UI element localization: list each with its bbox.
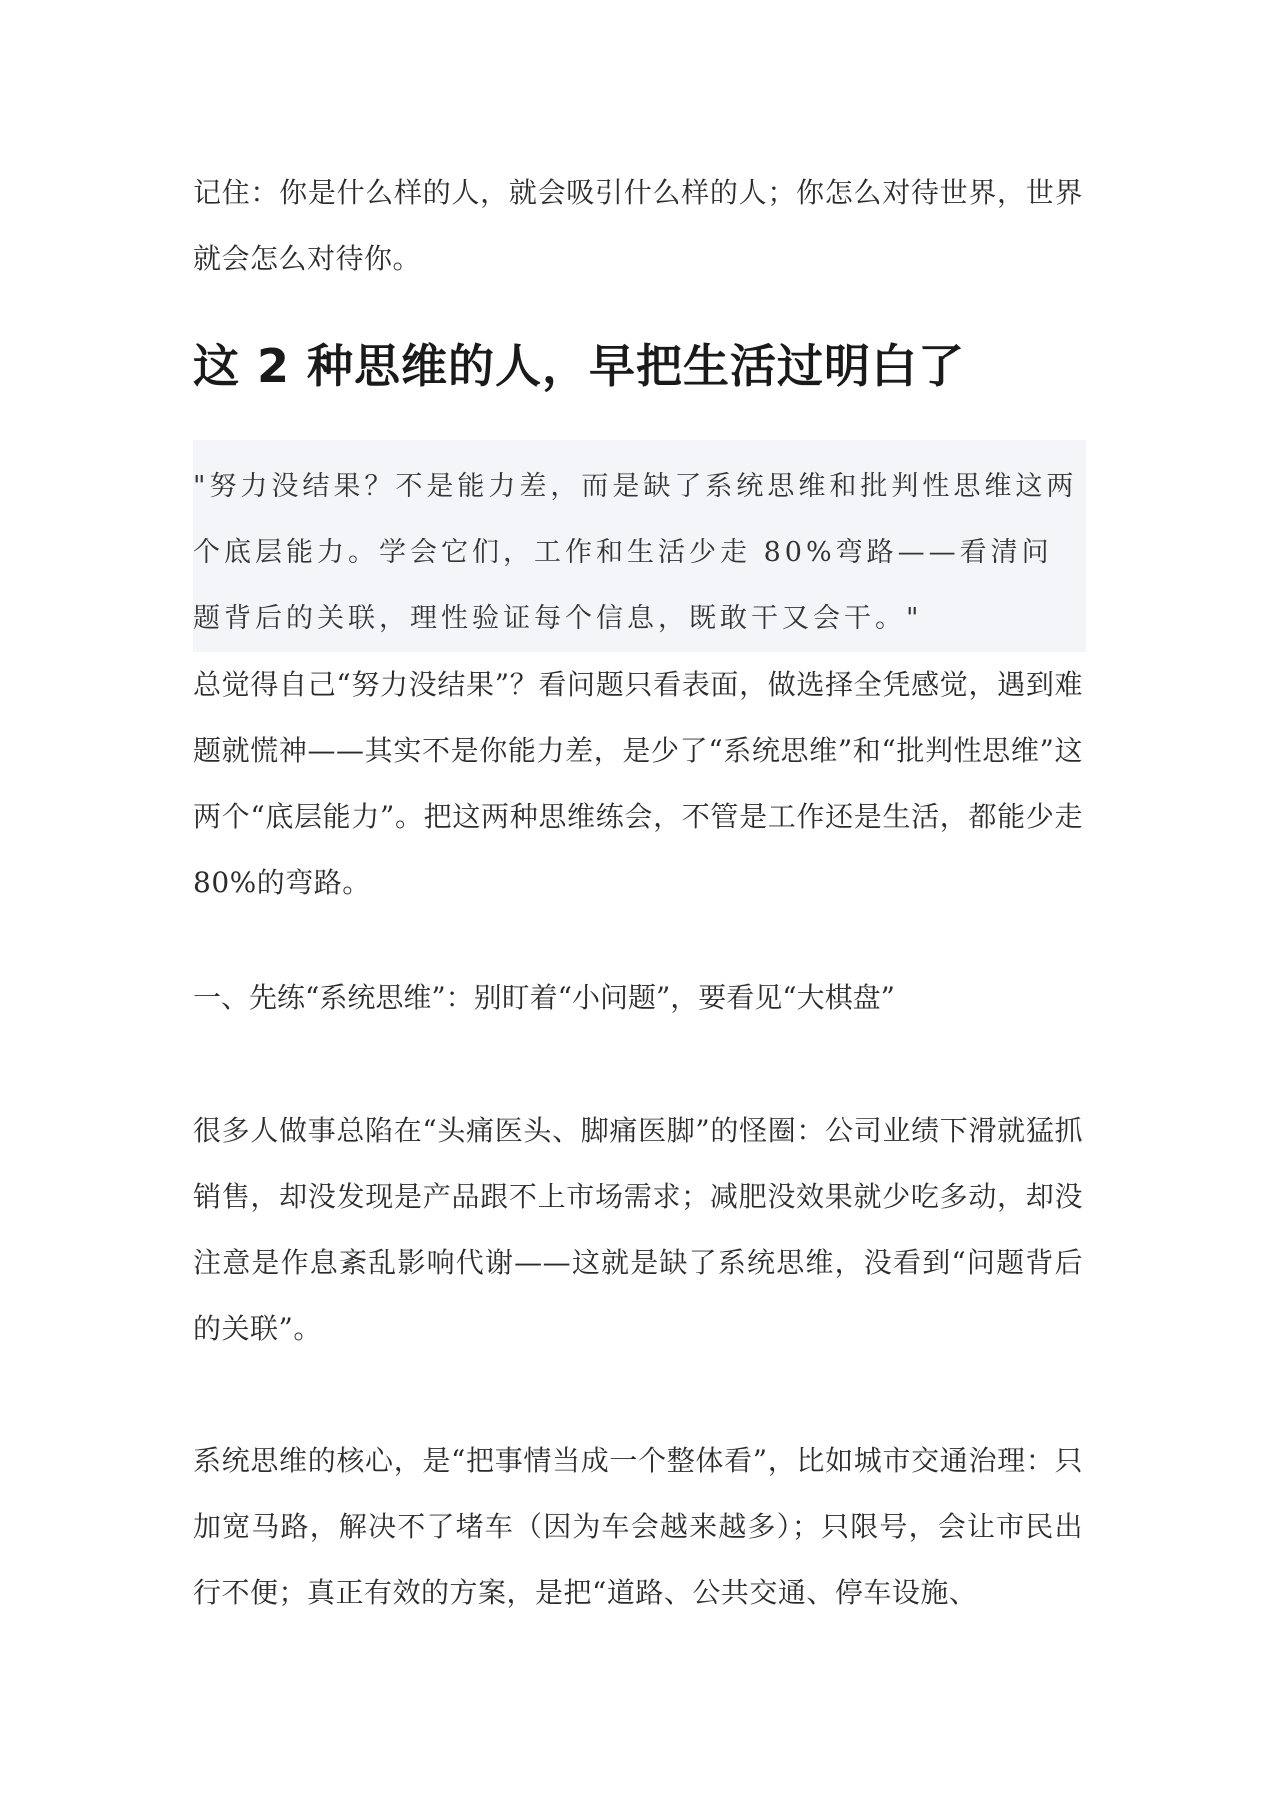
intro-block — [193, 160, 1083, 292]
paragraph-2: 很多人做事总陷在“头痛医头、脚痛医脚”的怪圈：公司业绩下滑就猛抓销售，却没发现是产品跟不上市场需求；减肥没效果就少吃多动，却没注意是作息紊乱影响代谢——这就是缺了系统思维，没看到“问题背后的关联”。 — [193, 1114, 1083, 1345]
paragraph-1: 总觉得自己“努力没结果”？看问题只看表面，做选择全凭感觉，遇到难题就慌神——其实不是你能力差，是少了“系统思维”和“批判性思维”这两个“底层能力”。把这两种思维练会，不管是工作还是生活，都能少走 80%的弯路。 — [193, 668, 1083, 899]
paragraph-3: 系统思维的核心，是“把事情当成一个整体看”，比如城市交通治理：只加宽马路，解决不了堵车（因为车会越来越多）；只限号，会让市民出行不便；真正有效的方案，是把“道路、公共交通、停车设施、 — [193, 1444, 1083, 1609]
paragraph-2-block — [193, 1098, 1083, 1362]
section-1-title: 一、先练“系统思维”：别盯着“小问题”，要看见“大棋盘” — [193, 981, 895, 1014]
paragraph-3-block — [193, 1428, 1083, 1626]
intro-paragraph: 记住：你是什么样的人，就会吸引什么样的人；你怎么对待世界，世界就会怎么对待你。 — [193, 176, 1083, 275]
heading-block — [193, 336, 1083, 396]
section-1-block — [193, 965, 1083, 1031]
paragraph-1-block — [193, 652, 1083, 916]
quote-text: "努力没结果？不是能力差，而是缺了系统思维和批判性思维这两个底层能力。学会它们，工作和生活少走 80%弯路——看清问题背后的关联，理性验证每个信息，既敢干又会干。" — [193, 471, 1078, 634]
article-heading: 这 2 种思维的人，早把生活过明白了 — [193, 339, 966, 393]
